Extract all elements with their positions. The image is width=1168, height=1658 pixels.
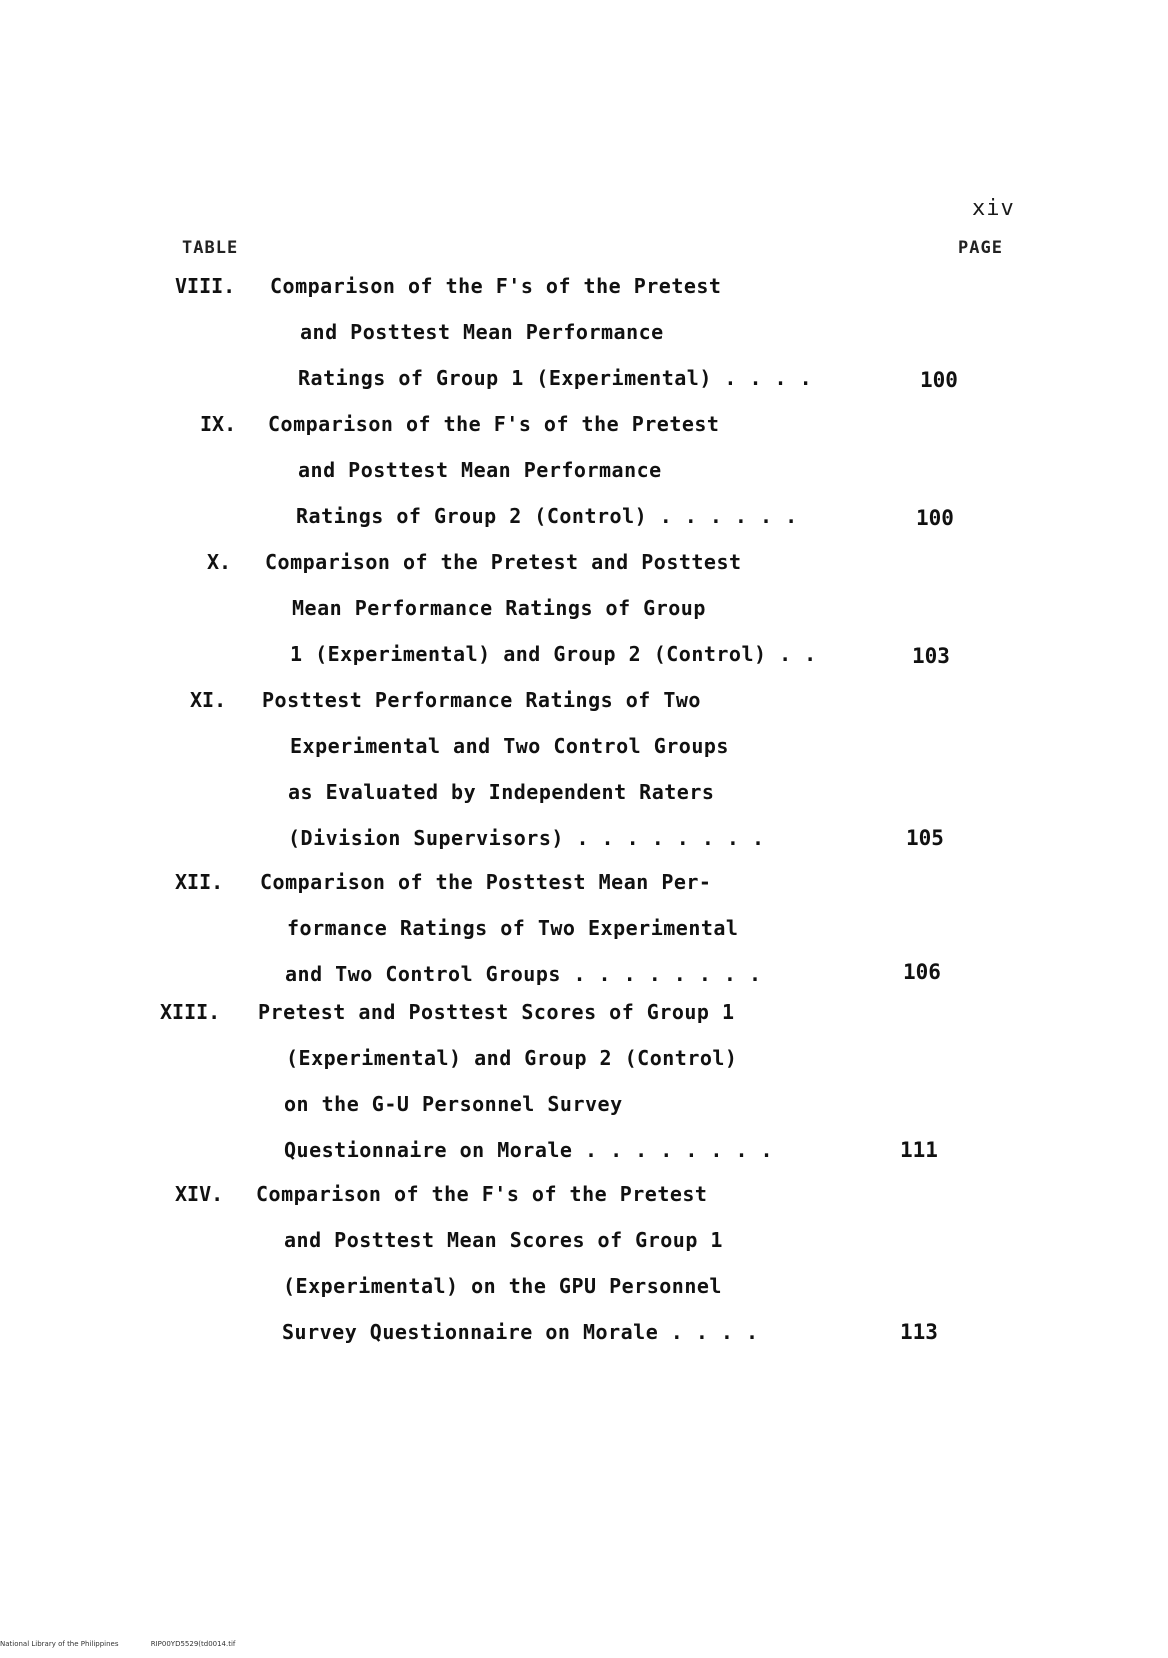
table-entry-title-line: and Posttest Mean Performance <box>298 458 662 482</box>
table-entry-numeral: XIV. <box>175 1182 224 1206</box>
table-entry-title-line: Comparison of the Pretest and Posttest <box>265 550 742 574</box>
table-entry-page: 105 <box>906 826 944 850</box>
page-number: xiv <box>972 196 1015 221</box>
table-entry-title-line: Ratings of Group 2 (Control) . . . . . . <box>296 504 798 528</box>
table-entry-numeral: VIII. <box>175 274 236 298</box>
table-entry-title-line: and Two Control Groups . . . . . . . . <box>285 962 762 986</box>
table-entry-title-line: Pretest and Posttest Scores of Group 1 <box>258 1000 735 1024</box>
table-entry-title-line: as Evaluated by Independent Raters <box>288 780 715 804</box>
table-entry-title-line: and Posttest Mean Performance <box>300 320 664 344</box>
table-entry-page: 103 <box>912 644 950 668</box>
table-entry-title-line: (Division Supervisors) . . . . . . . . <box>288 826 765 850</box>
table-entry-numeral: IX. <box>200 412 237 436</box>
table-entry-title-line: Ratings of Group 1 (Experimental) . . . . <box>298 366 813 390</box>
table-entry-page: 113 <box>900 1320 938 1344</box>
table-entry-title-line: Comparison of the F's of the Pretest <box>256 1182 708 1206</box>
table-entry-title-line: 1 (Experimental) and Group 2 (Control) . . <box>290 642 817 666</box>
table-entry-title-line: Experimental and Two Control Groups <box>290 734 729 758</box>
table-entry-title-line: (Experimental) and Group 2 (Control) <box>286 1046 738 1070</box>
table-entry-page: 106 <box>903 960 941 984</box>
table-entry-title-line: Comparison of the F's of the Pretest <box>268 412 720 436</box>
table-entry-title-line: and Posttest Mean Scores of Group 1 <box>284 1228 723 1252</box>
table-entry-numeral: X. <box>207 550 232 574</box>
table-entry-title-line: Comparison of the F's of the Pretest <box>270 274 722 298</box>
table-column-header: TABLE <box>182 238 239 258</box>
footer-file: RIP00YD5529(td0014.tif <box>150 1640 236 1648</box>
table-entry-page: 100 <box>920 368 958 392</box>
table-entry-title-line: (Experimental) on the GPU Personnel <box>283 1274 722 1298</box>
table-entry-title-line: Posttest Performance Ratings of Two <box>262 688 701 712</box>
scan-footer <box>0 1640 265 1648</box>
table-entry-page: 100 <box>916 506 954 530</box>
footer-library: National Library of the Philippines <box>0 1640 119 1648</box>
table-entry-title-line: on the G-U Personnel Survey <box>284 1092 623 1116</box>
table-entry-numeral: XII. <box>175 870 224 894</box>
table-entry-numeral: XIII. <box>160 1000 221 1024</box>
page-column-header: PAGE <box>958 238 1003 258</box>
table-entry-title-line: Comparison of the Posttest Mean Per- <box>260 870 712 894</box>
table-entry-numeral: XI. <box>190 688 227 712</box>
table-entry-title-line: Survey Questionnaire on Morale . . . . <box>282 1320 759 1344</box>
table-entry-page: 111 <box>900 1138 938 1162</box>
table-entry-title-line: Questionnaire on Morale . . . . . . . . <box>284 1138 774 1162</box>
table-entry-title-line: formance Ratings of Two Experimental <box>287 916 739 940</box>
table-entry-title-line: Mean Performance Ratings of Group <box>292 596 706 620</box>
